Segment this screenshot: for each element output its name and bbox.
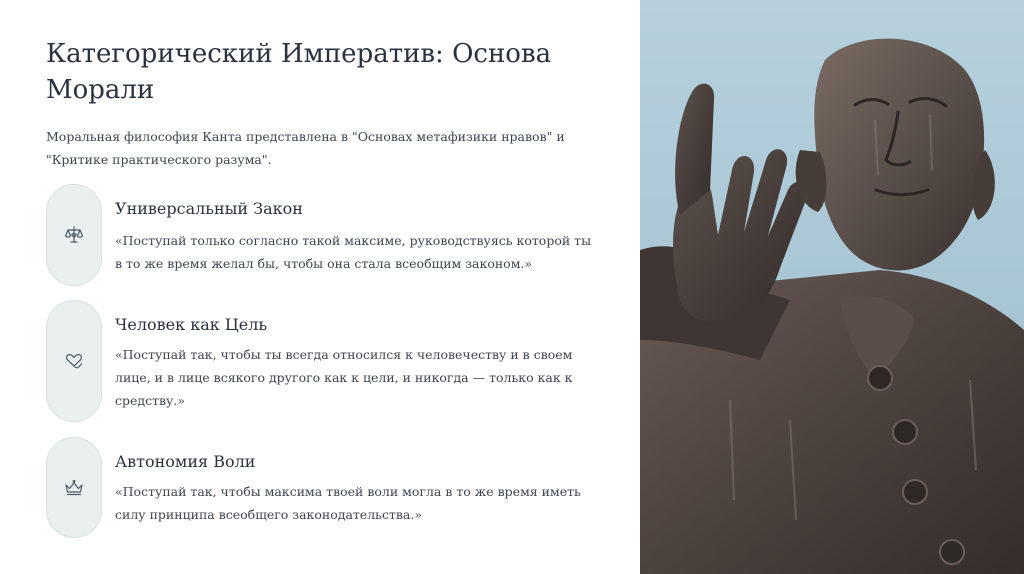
icon-pill	[46, 184, 102, 286]
card-title: Автономия Воли	[115, 452, 256, 471]
card-quote: «Поступай так, чтобы максима твоей воли могла в то же время иметь силу принципа всеобщего законодательства.»	[115, 484, 581, 522]
scales-heart-icon	[63, 224, 85, 246]
icon-pill	[46, 437, 102, 538]
page-title: Категорический Императив: Основа Морали	[46, 39, 552, 105]
intro-paragraph: Моральная философия Канта представлена в "Основах метафизики нравов" и "Критике практического разума".	[46, 129, 565, 167]
heart-hand-icon	[63, 350, 85, 372]
card-title: Универсальный Закон	[115, 199, 303, 218]
card-quote: «Поступай только согласно такой максиме, руководствуясь которой ты в то же время желал бы, чтобы она стала всеобщим законом.»	[115, 233, 592, 271]
card-quote: «Поступай так, чтобы ты всегда относился к человечеству и в своем лице, и в лице всякого другого как к цели, и никогда — только как к средству.»	[115, 347, 573, 408]
card-title: Человек как Цель	[115, 315, 268, 334]
crown-icon	[63, 477, 85, 499]
icon-pill	[46, 300, 102, 422]
statue-photo	[640, 0, 1024, 574]
statue-illustration	[640, 0, 1024, 574]
